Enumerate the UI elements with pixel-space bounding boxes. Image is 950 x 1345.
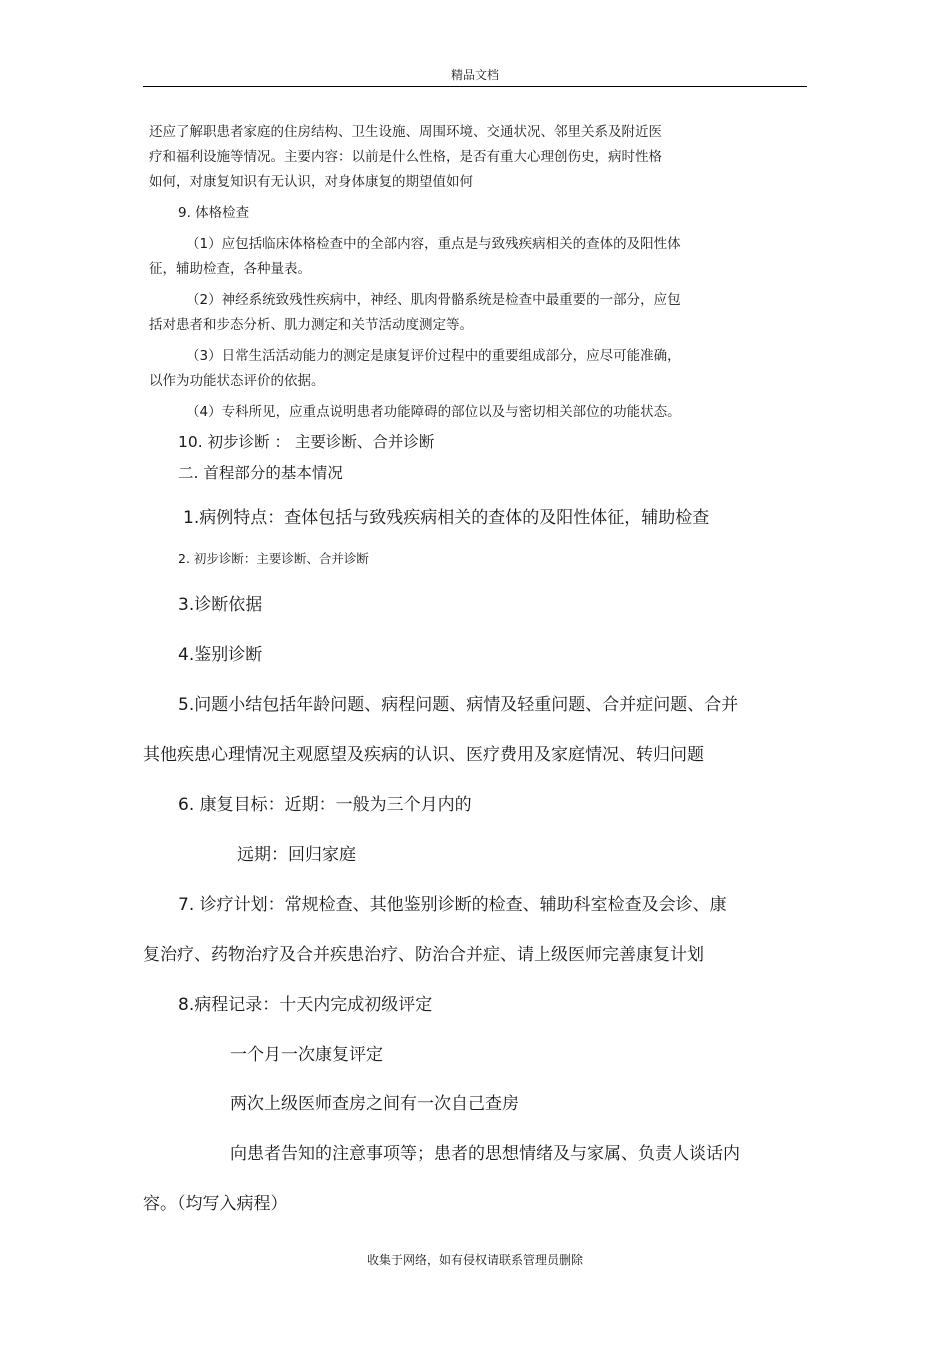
- text-line: 两次上级医师查房之间有一次自己查房: [230, 1094, 519, 1114]
- text-line: 1.病例特点：查体包括与致残疾病相关的查体的及阳性体征，辅助检查: [183, 508, 710, 528]
- text-line: 4.鉴别诊断: [178, 645, 263, 665]
- page-footer: 收集于网络，如有侵权请联系管理员删除: [366, 1253, 583, 1267]
- text-line: （2）神经系统致残性疾病中，神经、肌肉骨骼系统是检查中最重要的一部分，应包: [186, 292, 681, 308]
- text-line: （3）日常生活活动能力的测定是康复评价过程中的重要组成部分，应尽可能准确，: [186, 348, 681, 364]
- text-line: 3.诊断依据: [178, 595, 263, 615]
- text-line: 10. 初步诊断 ： 主要诊断、合并诊断: [178, 433, 435, 451]
- text-line: 以作为功能状态评价的依据。: [149, 373, 325, 389]
- text-line: 如何，对康复知识有无认识，对身体康复的期望值如何: [149, 174, 473, 190]
- text-line: 2. 初步诊断：主要诊断、合并诊断: [178, 551, 369, 566]
- text-line: （1）应包括临床体格检查中的全部内容，重点是与致残疾病相关的查体的及阳性体: [186, 236, 681, 252]
- text-line: 征，辅助检查，各种量表。: [149, 261, 311, 277]
- text-line: 向患者告知的注意事项等；患者的思想情绪及与家属、负责人谈话内: [230, 1144, 740, 1164]
- section-heading: 二. 首程部分的基本情况: [178, 464, 343, 482]
- text-line: 8.病程记录：十天内完成初级评定: [178, 995, 433, 1015]
- text-line: 复治疗、药物治疗及合并疾患治疗、防治合并症、请上级医师完善康复计划: [143, 945, 704, 965]
- text-line: 9. 体格检查: [178, 205, 250, 221]
- text-line: 还应了解职患者家庭的住房结构、卫生设施、周围环境、交通状况、邻里关系及附近医: [149, 124, 662, 140]
- text-line: 一个月一次康复评定: [230, 1045, 383, 1065]
- text-line: 远期：回归家庭: [237, 845, 356, 865]
- text-line: 容。（均写入病程）: [143, 1194, 288, 1214]
- text-line: 7. 诊疗计划：常规检查、其他鉴别诊断的检查、辅助科室检查及会诊、康: [178, 895, 727, 915]
- text-line: 疗和福利设施等情况。主要内容：以前是什么性格，是否有重大心理创伤史，病时性格: [149, 149, 662, 165]
- text-line: 括对患者和步态分析、肌力测定和关节活动度测定等。: [149, 317, 473, 333]
- text-line: 6. 康复目标：近期：一般为三个月内的: [178, 795, 472, 815]
- page-header: 精品文档: [450, 68, 499, 82]
- text-line: 5.问题小结包括年龄问题、病程问题、病情及轻重问题、合并症问题、合并: [178, 695, 739, 715]
- text-line: （4）专科所见，应重点说明患者功能障碍的部位以及与密切相关部位的功能状态。: [186, 404, 681, 420]
- header-rule: [143, 86, 807, 87]
- text-line: 其他疾患心理情况主观愿望及疾病的认识、医疗费用及家庭情况、转归问题: [143, 745, 704, 765]
